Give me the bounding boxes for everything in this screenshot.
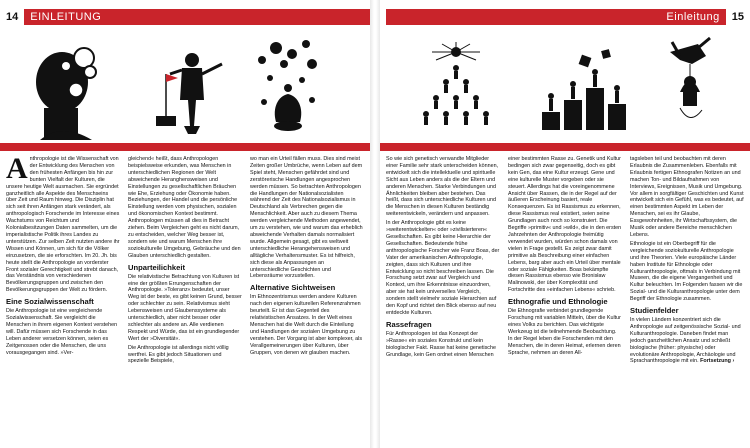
running-header-title: Einleitung: [386, 9, 726, 25]
red-divider-band: [380, 143, 750, 151]
section-heading: Rassefragen: [386, 319, 432, 329]
body-column-1: [6, 156, 120, 444]
crowd-sunburst-illustration: [423, 42, 489, 125]
body-paragraph: In vielen Ländern konzentriert sich die Anthropologie auf zeitgenössische Sozial- und Kulturanthropologie. Daneben findet man jedoch ganzheitlichen Ansatz und schließt biologische (früher: physische) oder evolutionäre Anthropologie, Archäologie und Sprachanthropologie mit ein. Fortsetzung ›: [630, 317, 741, 365]
body-column-1: [386, 156, 500, 444]
section-heading: Eine Sozialwissenschaft: [6, 297, 94, 307]
left-header: [6, 9, 376, 25]
body-paragraph: So wie sich genetisch verwandte Mitglieder einer Familie sehr stark unterscheiden können, entwickelt sich die intellektuelle und spirituelle Sicht aus Leben anders als die der Eltern und anderen Menschen. Starke Verbindungen und Ähnlichkeiten bleiben aber bestehen. Das heißt, dass sich unterschiedliche Kulturen und die Menschen in diesen Kulturen beständig weiterentwickeln, verändern und anpassen.: [386, 156, 499, 218]
body-paragraph: Die relativistische Betrachtung von Kulturen ist eine der größten Errungenschaften der Anthropologie. »Toleranz« bedeutet, unser Weg ist der beste, es gibt keinen Grund, besser oder schlechter zu sein. Relativismus sieht Lebensweisen und Glaubenssysteme als unterschiedlich, aber nicht besser oder schlechter als andere an. Alle verdienen Respekt und Würde, das ist ein grundlegender Wert der »Diversität«.: [128, 273, 242, 342]
page-number: 15: [731, 11, 744, 23]
book-gutter: [370, 0, 380, 448]
right-body-columns: [386, 156, 744, 444]
body-paragraph: Für Anthropologen ist das Konzept der »Rasse« ein soziales Konstrukt und kein biologischer Fakt. Rasse hat keine genetische Grundlage, kein Gen ordnet einen Menschen: [386, 330, 496, 358]
left-body-columns: [6, 156, 364, 444]
figures-on-blocks-illustration: [542, 49, 626, 130]
body-paragraph: Ethnologie ist ein Oberbegriff für die vergleichende soziokulturelle Anthropologie und ihre Theorien. Viele europäische Länder haben Institute für Ethnologie oder Kulturanthropologie, oftmals in Verbindung mit Museen, die die eigene Vergangenheit und Kultur beleuchten. Im Folgenden fassen wir die Sozial- und die Kulturanthropologie unter dem Begriff der Ethnologie zusammen.: [630, 240, 743, 303]
body-paragraph: Die Anthropologie ist allerdings nicht völlig wertfrei. Es gibt jedoch Situationen und spezielle Beispiele,: [128, 344, 229, 365]
body-column-3: [630, 156, 744, 444]
section-heading: Ethnografie und Ethnologie: [508, 297, 608, 307]
page-number: 14: [6, 11, 19, 23]
left-page: [0, 0, 370, 448]
body-column-2: [128, 156, 242, 444]
right-page: [380, 0, 750, 448]
body-column-3: [250, 156, 364, 444]
illustration-strip: [0, 30, 370, 142]
right-header: [386, 9, 744, 25]
section-heading: Studienfelder: [630, 306, 679, 316]
running-header-title: EINLEITUNG: [24, 9, 376, 25]
section-heading: Unparteilichkeit: [128, 262, 185, 272]
illustration-strip: [380, 30, 750, 142]
drop-cap: A: [6, 156, 28, 185]
body-paragraph: Im Ethnozentrismus werden andere Kulturen nach den eigenen kulturellen Referenzrahmen beurteilt. Er ist das Gegenteil des relativistischen Ansatzes. In der Welt eines Menschen hat die Welt durch die Einteilung und Handlungen der sozialen Umgebung zu verstehen. Der Vorgang ist aber komplexer, als Verallgemeinerungen über Kulturen, über Gruppen, von denen wir glauben machen.: [250, 294, 363, 356]
continue-marker: Fortsetzung ›: [700, 358, 735, 365]
body-paragraph: Die Anthropologie ist eine vergleichende Sozialwissenschaft. Sie vergleicht die Menschen in ihrem eigenen Kontext verstehen will. Dafür müssen sich Forschende in das Leben anderer versetzen können, seien es Zeitgenossen oder die Menschen, die uns vorausgegangen sind. »Ver-: [6, 308, 118, 356]
body-paragraph: gleichend« heißt, dass Anthropologen beispielsweise erkunden, was Menschen in unterschiedlichen Regionen der Welt abweichende Heranghensweisen und Einstellungen zu gesellschaftlichen Bräuchen wie Ehe, Erziehung oder Ökonomie haben. Beziehungen, der Handel und die persönliche Einstellung werden vom physischen, sozialen und ökonomischen Kontext bestimmt. Anthropologen müssen all dies in Betracht ziehen. Beim Vergleichen geht es nicht darum, zu entscheiden, welcher Weg besser ist, sondern wie und warum Menschen ihre soziokulturelle Umgebung, Gebräuche und den Glauben unterschiedlich gestalten.: [128, 156, 241, 259]
body-paragraph: In der Anthropologie gibt es keine »weiterentwickelten« oder »zivilisierteren« Gesellschaften. Es gibt keine Hierarchie der Gesellschaften. Bedeutende frühe anthropologische Forscher wie Franz Boas, der Vater der amerikanischen Anthropologie, zeigten, dass sich Kulturen und ihre Entwicklung so nicht beschreiben lassen. Die Forschung setzt zwar auf Vergleich und Kontext, um ihre Erkenntnisse einzuordnen, aber sie hat kein universelles Vergleich, sondern stellt vielmehr soziale Hierarchien auf den Kopf und richtet den Blick ebenso auf neu entdeckte Kulturen.: [386, 220, 500, 316]
body-paragraph: wo man ein Urteil fällen muss. Dies sind meist Zeiten großer Umbrüche, wenn Leben auf dem Spiel steht, Menschen gefährdet sind und zerstörerische Handlungen angesprochen werden müssen. So betrachten Anthropologen die Handlungen der Nationalsozialisten während der Zeit des Nationalsozialismus in Deutschland als Verbrechen gegen die Menschlichkeit. Aber auch zu diesem Thema werden vergleichende Methoden angewendet, um zu verstehen, wie und warum das erheblich abweichende Verhalten damals normalisiert wurde. Allgemein gesagt, gibt es weltweit unterschiedliche Herangehensweisen und alltägliche Verhaltensmuster. Es ist hilfreich, sich diese als Anpassungen an unterschiedliche Geschichten und Lebensräume vorzustellen.: [250, 156, 363, 280]
red-divider-band: [0, 143, 370, 151]
bird-with-plant-illustration: [670, 38, 710, 118]
section-heading: Alternative Sichtweisen: [250, 283, 336, 293]
figure-with-flag-illustration: [156, 53, 222, 134]
figure-with-bubbles-illustration: [258, 40, 317, 131]
body-column-2: [508, 156, 622, 444]
head-silhouette-illustration: [36, 48, 96, 140]
intro-paragraph: Anthropologie ist die Wissenschaft von der Entwicklung des Menschen von den frühesten Anfängen bis hin zur bunten Vielfalt der Kulturen, die unsere heutige Welt ausmachen. Sie ergründet ganzheitlich alle Aspekte des Menschseins über Zeit und Raum hinweg. Die Disziplin hat sich seit ihren Anfängen stark verändert, als anthropologisch Forschende im Interesse eines Wachstums von Reichtum und Kolonialbesitzungen Daten sammelten, um die imperialistische Politik ihres Landes zu unterstützen. Zur selben Zeit nutzten andere ihr Wissen und Können, um sich für die Völker einzusetzen, die sie erforschten. Im 20. Jh. bis heute stellt die Anthropologie an vorderster Front sozialer Gerechtigkeit und strebt danach, das Verständnis von verschiedenen Bevölkerungsgruppen und zwischen den Bevölkerungsgruppen der Welt zu fördern.: [6, 156, 120, 294]
body-paragraph: tagsleben teil und beobachten mit deren Erlaubnis die Zusammenleben. Ebenfalls mit Erlaubnis fertigen Ethnografen Notizen an und machen Ton- und Bildaufnahmen von Interviews, Ereignissen, Musik und Umgebung. Vor allem in sorgfältiger Geschichten und Kunst entwickelt sich ein Gefühl, was es bedeutet, auf einen bestimmten Aspekt im Leben der Menschen, sei es ihr Glaube, Essgewohnheiten, ihr Wirtschaftssystem, die Musik oder andere Bereiche menschlichen Lebens.: [630, 156, 744, 238]
body-paragraph: Die Ethnografie verbindet grundlegende Forschung mit variablen Mitteln, über die Kultur eines Volks zu berichten. Das wichtigste Werkzeug ist die teilnehmende Beobachtung. In der Regel leben die Forschenden mit den Menschen, die in deren Heimat, erlernen deren Sprache, nehmen an deren All-: [508, 308, 621, 356]
body-paragraph: einer bestimmten Rasse zu. Genetik und Kultur bedingen sich zwar gegenseitig, doch es gibt kein Gen, das eine Kultur erzeugt. Gene und eine kulturelle Muster vorgeben oder sie steuert. Allerdings hat die voreingenommene Ansicht über Rassen, die in der Regel auf der äußeren Erscheinung basiert, reale Konsequenzen. Es ist Rassismus zu erkennen, diese Rassismus real existiert, seien seine Grundlagen auch noch so konstruiert. Die Begriffe »primitiv« und »wild«, die in den ersten Jahrzehnten der Anthropologie freimütig verwendet wurden, würden schon damals von vielen in Frage gestellt. Es zeigt zwar damit primitive als Beschreibung einer einfachen Lebens, barg aber auch ein Urteil über mentale oder soziale Fähigkeiten. Boas bekämpfte diesen Rassismus ebenso wie Bronisław Malinowski, der über Komplexität und Fortschritte des »einfachen Lebens« schrieb.: [508, 156, 622, 294]
